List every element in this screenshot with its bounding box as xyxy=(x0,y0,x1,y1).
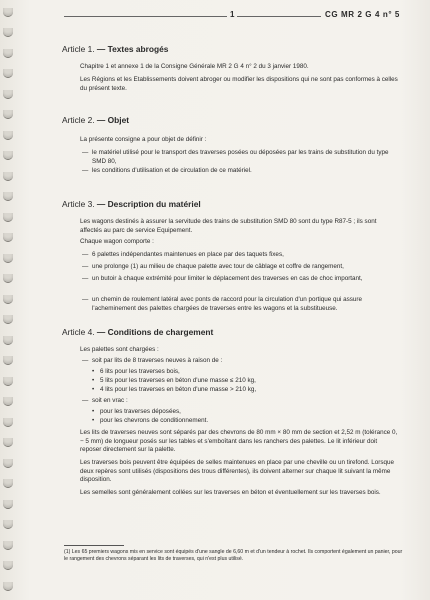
binder-hole xyxy=(3,69,13,78)
binder-hole xyxy=(3,233,13,242)
binder-hole xyxy=(3,479,13,488)
binder-hole xyxy=(3,459,13,468)
binder-hole xyxy=(3,397,13,406)
paragraph: Les wagons destinés à assurer la servitude des trains de substitution SMD 80 sont du type R87-5 ; ils sont affectés au parc de service Equipement. xyxy=(80,218,377,234)
binder-hole xyxy=(3,418,13,427)
page-number: 1 xyxy=(227,10,237,19)
list-item: — les conditions d'utilisation et de circulation de ce matériel. xyxy=(82,167,252,174)
list-item: — un chemin de roulement latéral avec ponts de raccord pour la circulation d'un portique qui assure l'acheminement des palettes chargées de traverses entre les wagons et la substitueuse. xyxy=(82,296,363,312)
binder-hole xyxy=(3,582,13,591)
binder-hole xyxy=(3,438,13,447)
paragraph: Chaque wagon comporte : xyxy=(80,238,154,245)
article-1-heading xyxy=(62,44,168,54)
paragraph: Les semelles sont généralement collées sur les traverses en béton et éventuellement sur les traverses bois. xyxy=(80,489,381,496)
bullet-item: • pour les traverses déposées, xyxy=(92,408,181,415)
binder-holes xyxy=(0,0,22,600)
binder-hole xyxy=(3,315,13,324)
bullet-item: • 4 lits pour les traverses en béton d'une masse > 210 kg, xyxy=(92,386,257,393)
list-item: — soit en vrac : xyxy=(82,397,128,404)
binder-hole xyxy=(3,500,13,509)
article-2-heading xyxy=(62,115,129,125)
paragraph: Les lits de traverses neuves sont séparés par des chevrons de 80 mm × 80 mm de section et 2,52 m (tolérance 0, − 5 mm) de longueur posés sur les tables et s'emboîtant dans les ranchers des palettes. Le lit inférieur doit reposer directement sur la palette. xyxy=(80,429,398,454)
paragraph: Les traverses bois peuvent être équipées de selles maintenues en place par une cheville ou un tirefond. Lorsque deux repères sont utilisés (dispositions des trous différentes), ils doivent alterner sur chaque lit suivant la même disposition. xyxy=(80,459,394,484)
article-4-heading xyxy=(62,327,213,337)
list-item: — 6 palettes indépendantes maintenues en place par des taquets fixes, xyxy=(82,251,284,258)
document-reference: CG MR 2 G 4 n° 5 xyxy=(321,10,400,19)
article-number: Article 4. xyxy=(62,327,95,337)
article-title: — Textes abrogés xyxy=(96,44,169,54)
binder-hole xyxy=(3,131,13,140)
article-number: Article 2. xyxy=(62,115,95,125)
paragraph: Les Régions et les Etablissements doivent abroger ou modifier les dispositions qui ne sont pas conformes à celles du présent texte. xyxy=(80,76,398,92)
binder-hole xyxy=(3,541,13,550)
binder-hole xyxy=(3,336,13,345)
bullet-item: • 6 lits pour les traverses bois, xyxy=(92,368,180,375)
paragraph: Chapitre 1 et annexe 1 de la Consigne Générale MR 2 G 4 n° 2 du 3 janvier 1980. xyxy=(80,63,309,70)
list-item: — soit par lits de 8 traverses neuves à raison de : xyxy=(82,357,223,364)
list-item: — une prolonge (1) au milieu de chaque palette avec tour de câblage et coffre de rangement, xyxy=(82,263,344,270)
footnote-rule xyxy=(64,545,124,546)
binder-hole xyxy=(3,110,13,119)
binder-hole xyxy=(3,356,13,365)
binder-hole xyxy=(3,213,13,222)
binder-hole xyxy=(3,274,13,283)
paragraph: La présente consigne a pour objet de définir : xyxy=(80,136,207,143)
article-title: — Conditions de chargement xyxy=(96,327,214,337)
binder-hole xyxy=(3,377,13,386)
binder-hole xyxy=(3,28,13,37)
list-item: — le matériel utilisé pour le transport des traverses posées ou déposées par les trains de substitution du type SMD 80, xyxy=(82,149,389,165)
binder-hole xyxy=(3,520,13,529)
binder-hole xyxy=(3,49,13,58)
article-title: — Objet xyxy=(96,115,130,125)
bullet-item: • pour les chevrons de conditionnement. xyxy=(92,417,209,424)
bullet-item: • 5 lits pour les traverses en béton d'une masse ≤ 210 kg, xyxy=(92,377,256,384)
binder-hole xyxy=(3,172,13,181)
binder-hole xyxy=(3,192,13,201)
paragraph: Les palettes sont chargées : xyxy=(80,346,159,353)
list-item: — un butoir à chaque extrémité pour limiter le déplacement des traverses en cas de choc important, xyxy=(82,275,363,282)
article-number: Article 1. xyxy=(62,44,95,54)
binder-hole xyxy=(3,151,13,160)
binder-hole xyxy=(3,90,13,99)
binder-hole xyxy=(3,295,13,304)
article-title: — Description du matériel xyxy=(96,199,201,209)
binder-hole xyxy=(3,561,13,570)
binder-hole xyxy=(3,8,13,17)
article-number: Article 3. xyxy=(62,199,95,209)
binder-hole xyxy=(3,254,13,263)
footnote: (1) Les 65 premiers wagons mis en service sont équipés d'une sangle de 6,60 m et d'un tendeur à rochet. Ils comportent également un panier, pour le rangement des chevrons séparant les lits de traverses, qui n'est plus utilisé. xyxy=(64,549,403,562)
article-3-heading xyxy=(62,199,201,209)
